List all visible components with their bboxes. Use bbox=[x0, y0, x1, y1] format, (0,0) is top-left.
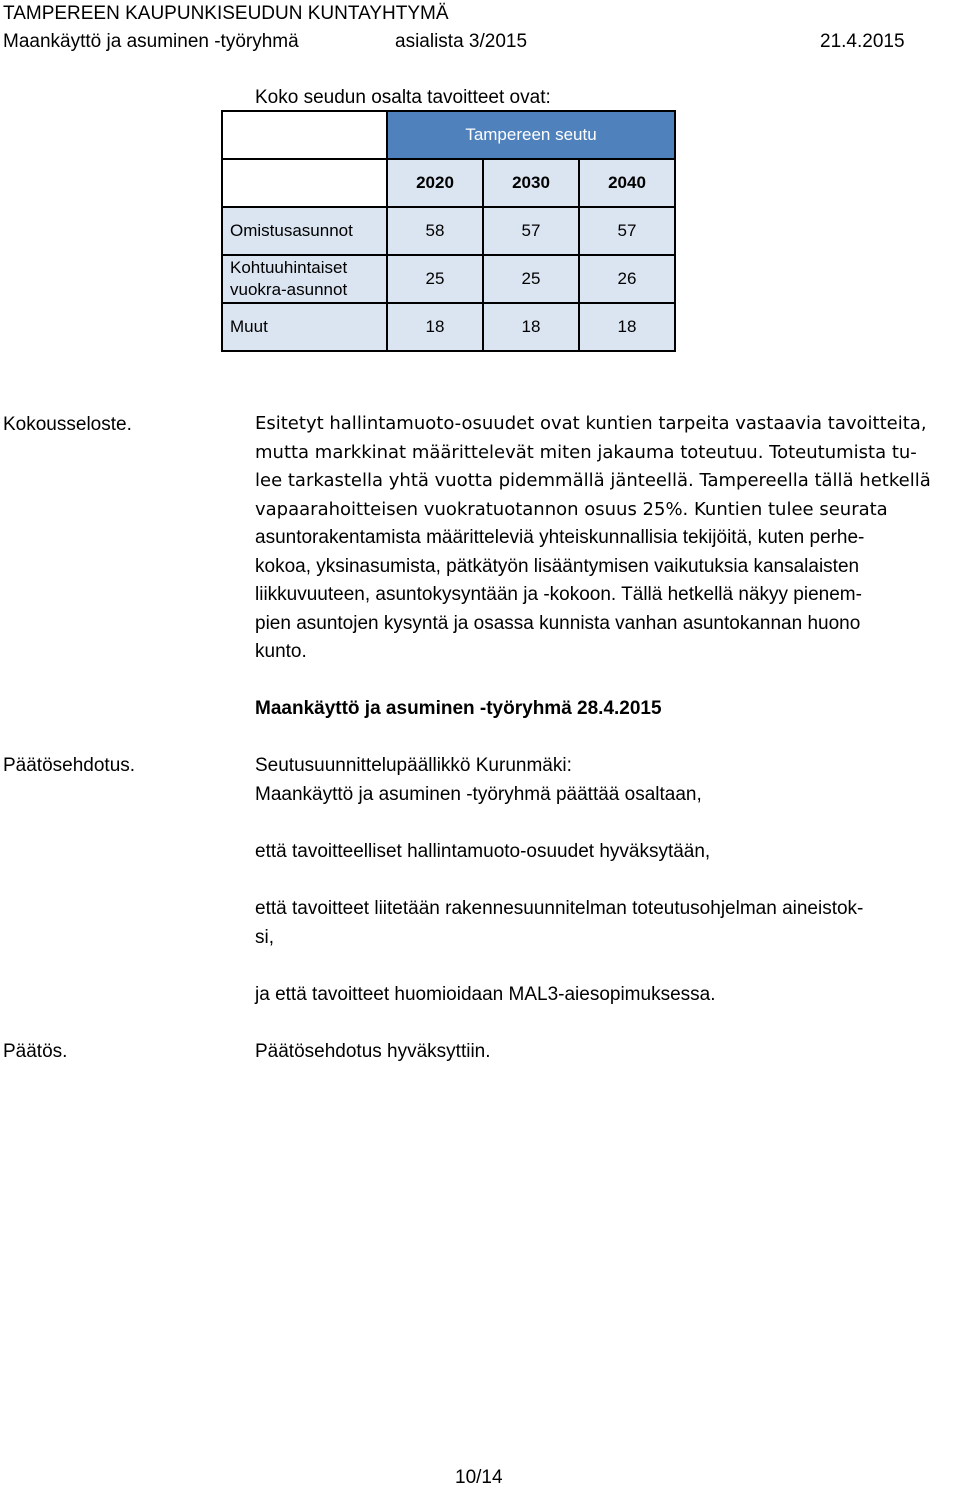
minutes-line: kunto. bbox=[255, 641, 307, 662]
region-header: Tampereen seutu bbox=[387, 111, 675, 159]
empty-header-cell bbox=[222, 111, 387, 159]
year-header: 2040 bbox=[579, 159, 675, 207]
minutes-line: lee tarkastella yhtä vuotta pidemmällä jänteellä. Tampereella tällä hetkellä bbox=[255, 470, 931, 491]
proposal-label: Päätösehdotus. bbox=[3, 755, 136, 776]
table-cell: 18 bbox=[483, 303, 579, 351]
proposal-item-continued: si, bbox=[255, 927, 274, 948]
header-date: 21.4.2015 bbox=[820, 31, 905, 52]
year-header: 2020 bbox=[387, 159, 483, 207]
table-row bbox=[222, 255, 675, 303]
row-label-line: vuokra-asunnot bbox=[230, 280, 348, 299]
minutes-line: pien asuntojen kysyntä ja osassa kunnista vanhan asuntokannan huono bbox=[255, 612, 861, 634]
meeting-heading: Maankäyttö ja asuminen -työryhmä 28.4.2015 bbox=[255, 698, 662, 719]
minutes-line: liikkuvuuteen, asuntokysyntään ja -kokoon. Tällä hetkellä näkyy pienem- bbox=[255, 584, 862, 605]
table-cell: 18 bbox=[387, 303, 483, 351]
table-row bbox=[222, 303, 675, 351]
table-cell: 26 bbox=[579, 255, 675, 303]
decision-label: Päätös. bbox=[3, 1041, 68, 1062]
proposal-decides: Maankäyttö ja asuminen -työryhmä päättää osaltaan, bbox=[255, 784, 702, 805]
minutes-line: asuntorakentamista määritteleviä yhteiskunnallisia tekijöitä, kuten perhe- bbox=[255, 527, 865, 548]
agenda-number: asialista 3/2015 bbox=[395, 31, 528, 52]
working-group-name: Maankäyttö ja asuminen -työryhmä bbox=[3, 31, 299, 52]
minutes-line: mutta markkinat määrittelevät miten jakauma toteutuu. Toteutumista tu- bbox=[255, 441, 917, 463]
table-cell: 57 bbox=[483, 207, 579, 255]
row-label bbox=[222, 255, 387, 303]
table-row bbox=[222, 207, 675, 255]
page-number: 10/14 bbox=[455, 1467, 503, 1488]
table-cell: 58 bbox=[387, 207, 483, 255]
table-intro: Koko seudun osalta tavoitteet ovat: bbox=[255, 87, 551, 108]
row-label: Muut bbox=[222, 303, 387, 351]
proposal-item: että tavoitteet liitetään rakennesuunnitelman toteutusohjelman aineistok- bbox=[255, 898, 864, 919]
minutes-line: vapaarahoitteisen vuokratuotannon osuus 25%. Kuntien tulee seurata bbox=[255, 498, 888, 520]
row-label: Omistusasunnot bbox=[222, 207, 387, 255]
table-cell: 57 bbox=[579, 207, 675, 255]
decision-text: Päätösehdotus hyväksyttiin. bbox=[255, 1041, 491, 1062]
proposal-item: ja että tavoitteet huomioidaan MAL3-aiesopimuksessa. bbox=[255, 984, 716, 1005]
empty-year-label-cell bbox=[222, 159, 387, 207]
proposal-presenter: Seutusuunnittelupäällikkö Kurunmäki: bbox=[255, 755, 572, 776]
housing-goals-table bbox=[221, 110, 676, 352]
minutes-text bbox=[255, 410, 955, 667]
minutes-label: Kokousseloste. bbox=[3, 414, 132, 435]
table-cell: 25 bbox=[387, 255, 483, 303]
year-header: 2030 bbox=[483, 159, 579, 207]
row-label-line: Kohtuuhintaiset bbox=[230, 258, 348, 277]
table-cell: 25 bbox=[483, 255, 579, 303]
minutes-line: kokoa, yksinasumista, pätkätyön lisääntymisen vaikutuksia kansalaisten bbox=[255, 555, 860, 577]
organization-name: TAMPEREEN KAUPUNKISEUDUN KUNTAYHTYMÄ bbox=[3, 3, 449, 24]
table-cell: 18 bbox=[579, 303, 675, 351]
minutes-line: Esitetyt hallintamuoto-osuudet ovat kuntien tarpeita vastaavia tavoitteita, bbox=[255, 413, 927, 434]
proposal-item: että tavoitteelliset hallintamuoto-osuudet hyväksytään, bbox=[255, 841, 711, 862]
